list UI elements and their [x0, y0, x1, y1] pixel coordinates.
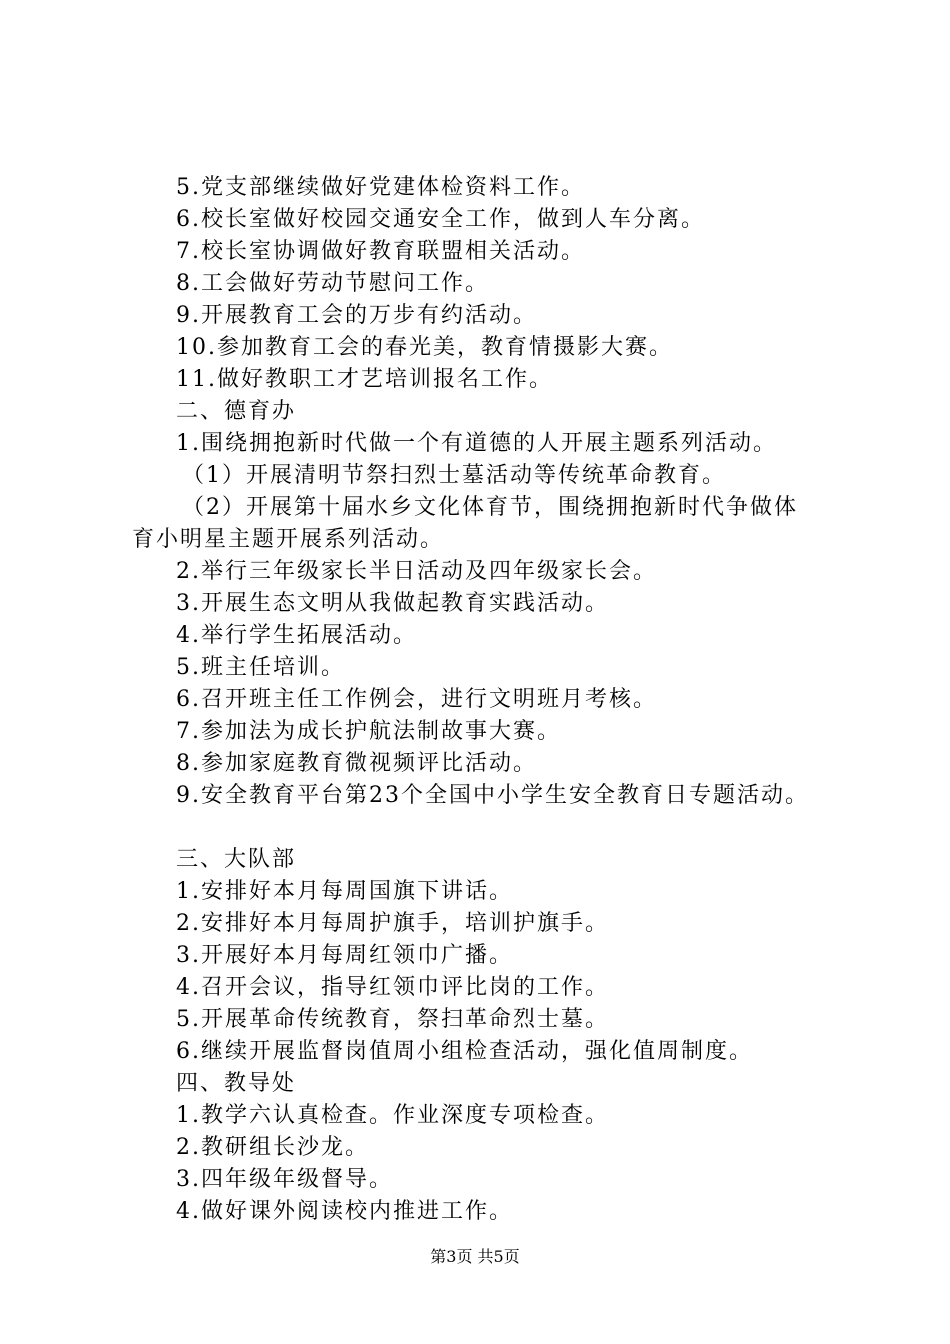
text-line: （2）开展第十届水乡文化体育节，围绕拥抱新时代争做体	[182, 495, 798, 520]
text-line: 1.教学六认真检查。作业深度专项检查。	[176, 1103, 609, 1128]
text-line: 6.召开班主任工作例会，进行文明班月考核。	[176, 687, 657, 712]
text-line: 6.继续开展监督岗值周小组检查活动，强化值周制度。	[176, 1039, 753, 1064]
text-line: 3.开展好本月每周红领巾广播。	[176, 943, 513, 968]
text-line: 2.安排好本月每周护旗手，培训护旗手。	[176, 911, 609, 936]
blank-line	[132, 812, 852, 844]
text-line: 2.教研组长沙龙。	[176, 1135, 369, 1160]
section-heading: 三、大队部	[176, 847, 297, 872]
text-line: 6.校长室做好校园交通安全工作，做到人车分离。	[176, 207, 705, 232]
text-line: 1.围绕拥抱新时代做一个有道德的人开展主题系列活动。	[176, 431, 777, 456]
text-line: 8.参加家庭教育微视频评比活动。	[176, 751, 537, 776]
text-line: 5.班主任培训。	[176, 655, 345, 680]
page-footer: 第3页 共5页	[430, 1247, 520, 1266]
text-line: 7.参加法为成长护航法制故事大赛。	[176, 719, 561, 744]
text-line: 5.党支部继续做好党建体检资料工作。	[176, 175, 585, 200]
text-line: 7.校长室协调做好教育联盟相关活动。	[176, 239, 585, 264]
text-line: 4.召开会议，指导红领巾评比岗的工作。	[176, 975, 609, 1000]
document-body	[132, 172, 852, 1228]
text-line: 3.开展生态文明从我做起教育实践活动。	[176, 591, 609, 616]
text-line-continuation: 育小明星主题开展系列活动。	[132, 527, 445, 552]
text-line: 11.做好教职工才艺培训报名工作。	[176, 367, 553, 392]
section-heading: 二、德育办	[176, 399, 297, 424]
text-line: 10.参加教育工会的春光美，教育情摄影大赛。	[176, 335, 673, 360]
text-line: 8.工会做好劳动节慰问工作。	[176, 271, 489, 296]
section-heading: 四、教导处	[176, 1071, 297, 1096]
text-line: 3.四年级年级督导。	[176, 1167, 393, 1192]
text-line: 9.安全教育平台第23个全国中小学生安全教育日专题活动。	[176, 783, 809, 808]
text-line: 2.举行三年级家长半日活动及四年级家长会。	[176, 559, 657, 584]
text-line: 4.做好课外阅读校内推进工作。	[176, 1199, 513, 1224]
text-line: 4.举行学生拓展活动。	[176, 623, 417, 648]
text-line: 1.安排好本月每周国旗下讲话。	[176, 879, 513, 904]
text-line: （1）开展清明节祭扫烈士墓活动等传统革命教育。	[182, 463, 726, 488]
text-line: 5.开展革命传统教育，祭扫革命烈士墓。	[176, 1007, 609, 1032]
text-line: 9.开展教育工会的万步有约活动。	[176, 303, 537, 328]
